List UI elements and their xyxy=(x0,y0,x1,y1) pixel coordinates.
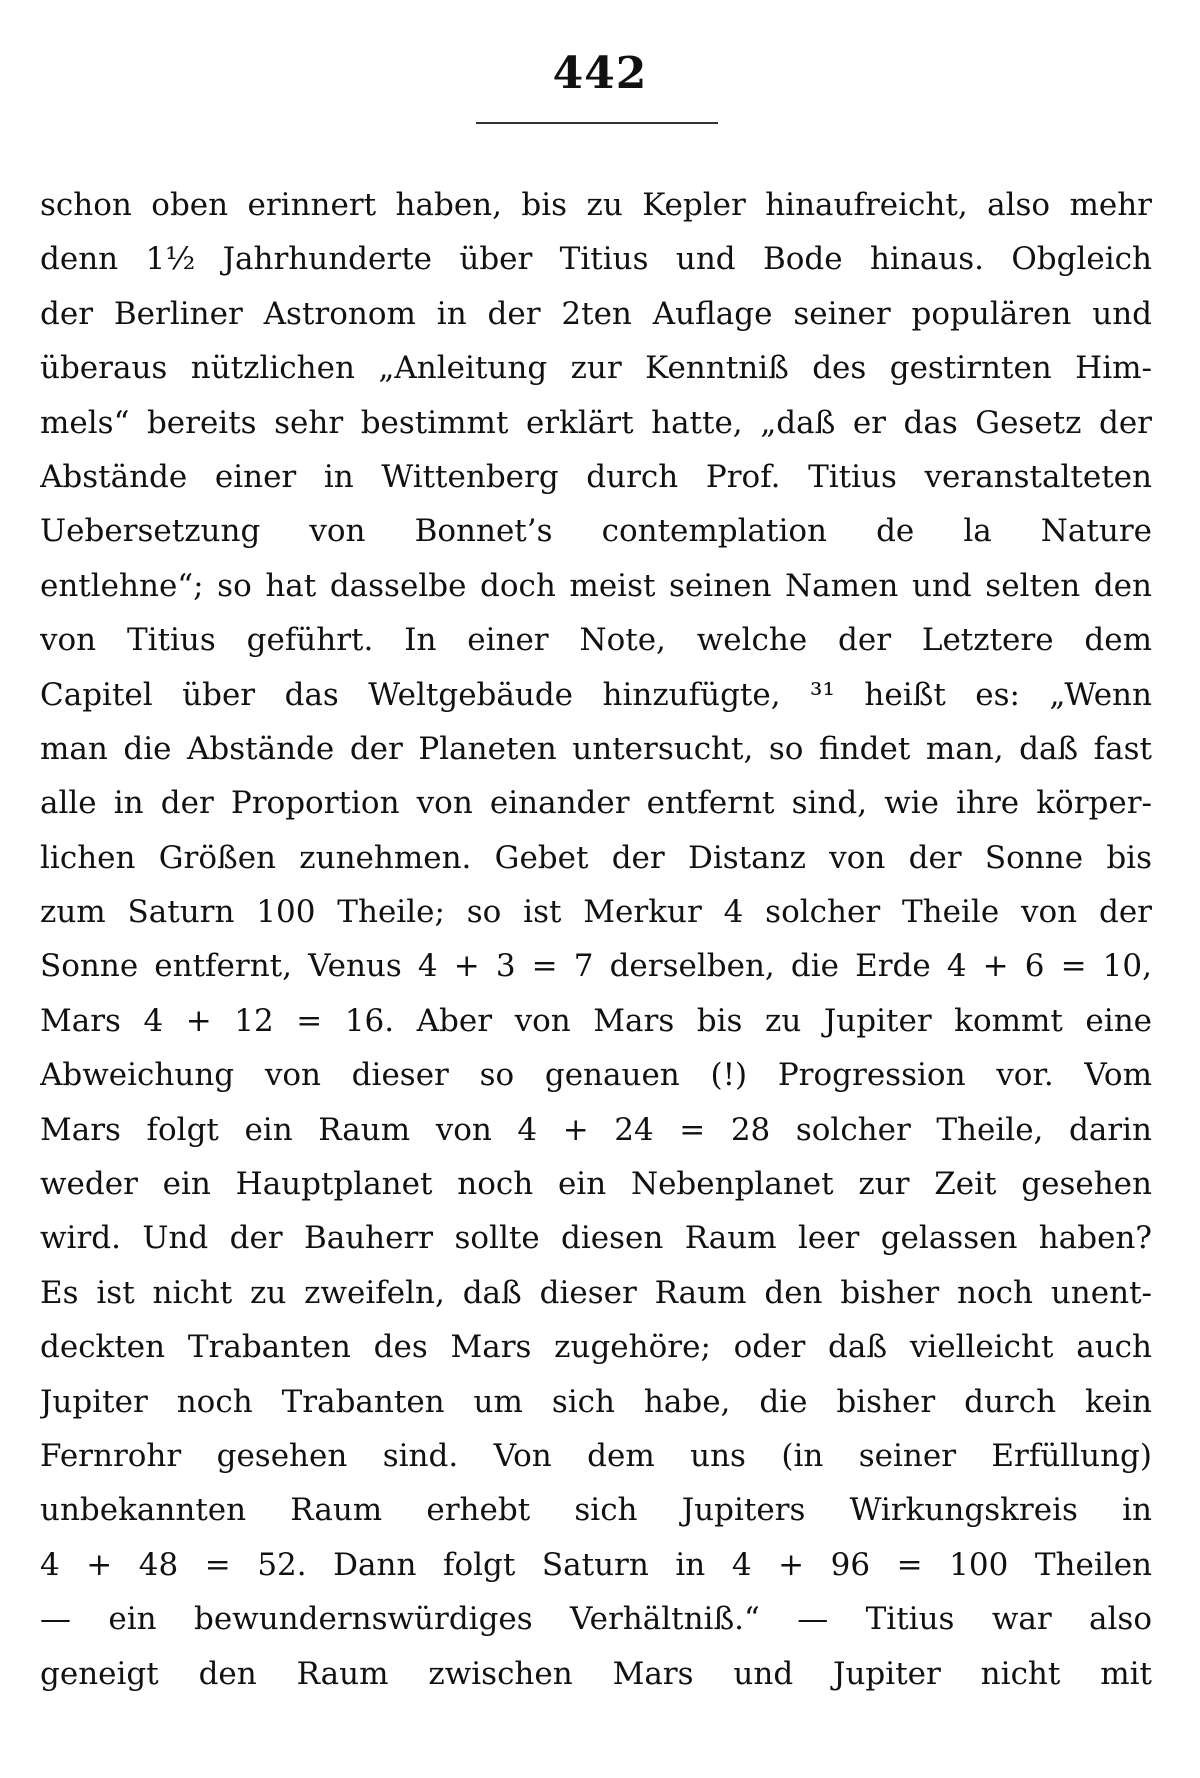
text-line: 4 + 48 = 52. Dann folgt Saturn in 4 + 96 = 100 Theilen xyxy=(40,1546,1152,1583)
text-line: Abstände einer in Wittenberg durch Prof. Titius veranstalteten xyxy=(40,458,1152,495)
text-line: Uebersetzung von Bonnet’s contemplation de la Nature xyxy=(40,513,1152,550)
text-line: Jupiter noch Trabanten um sich habe, die bisher durch kein xyxy=(40,1383,1152,1420)
text-line: mels“ bereits sehr bestimmt erklärt hatte, „daß er das Gesetz der xyxy=(40,404,1152,441)
text-line: überaus nützlichen „Anleitung zur Kenntniß des gestirnten Him- xyxy=(40,350,1152,387)
text-line: Mars 4 + 12 = 16. Aber von Mars bis zu Jupiter kommt eine xyxy=(40,1002,1152,1039)
text-line: denn 1½ Jahrhunderte über Titius und Bode hinaus. Obgleich xyxy=(40,241,1152,278)
text-line: Mars folgt ein Raum von 4 + 24 = 28 solcher Theile, darin xyxy=(40,1111,1152,1148)
text-line: unbekannten Raum erhebt sich Jupiters Wirkungskreis in xyxy=(40,1492,1152,1529)
text-line: man die Abstände der Planeten untersucht, so findet man, daß fast xyxy=(40,730,1152,767)
text-line: lichen Größen zunehmen. Gebet der Distanz von der Sonne bis xyxy=(40,839,1152,876)
text-line: entlehne“; so hat dasselbe doch meist seinen Namen und selten den xyxy=(40,567,1152,604)
text-line: — ein bewundernswürdiges Verhältniß.“ — Titius war also xyxy=(40,1601,1152,1638)
text-line: Es ist nicht zu zweifeln, daß dieser Raum den bisher noch unent- xyxy=(40,1274,1152,1311)
header-rule xyxy=(476,122,718,124)
text-line: Capitel über das Weltgebäude hinzufügte, ³¹ heißt es: „Wenn xyxy=(40,676,1152,713)
text-line: zum Saturn 100 Theile; so ist Merkur 4 solcher Theile von der xyxy=(40,894,1152,931)
text-line: von Titius geführt. In einer Note, welche der Letztere dem xyxy=(40,622,1152,659)
text-line: alle in der Proportion von einander entfernt sind, wie ihre körper- xyxy=(40,785,1152,822)
text-line: schon oben erinnert haben, bis zu Kepler hinaufreicht, also mehr xyxy=(40,187,1152,223)
text-line: weder ein Hauptplanet noch ein Nebenplanet zur Zeit gesehen xyxy=(40,1166,1152,1203)
body-text xyxy=(40,178,1152,1701)
text-line: wird. Und der Bauherr sollte diesen Raum leer gelassen haben? xyxy=(40,1220,1152,1257)
text-line: Abweichung von dieser so genauen (!) Progression vor. Vom xyxy=(40,1057,1152,1094)
page-number: 442 xyxy=(552,48,648,99)
text-line: Fernrohr gesehen sind. Von dem uns (in seiner Erfüllung) xyxy=(40,1437,1152,1474)
text-line: geneigt den Raum zwischen Mars und Jupiter nicht mit xyxy=(40,1655,1152,1692)
text-line: deckten Trabanten des Mars zugehöre; oder daß vielleicht auch xyxy=(40,1329,1152,1366)
text-line: der Berliner Astronom in der 2ten Auflage seiner populären und xyxy=(40,295,1152,332)
text-line: Sonne entfernt, Venus 4 + 3 = 7 derselben, die Erde 4 + 6 = 10, xyxy=(40,948,1152,985)
